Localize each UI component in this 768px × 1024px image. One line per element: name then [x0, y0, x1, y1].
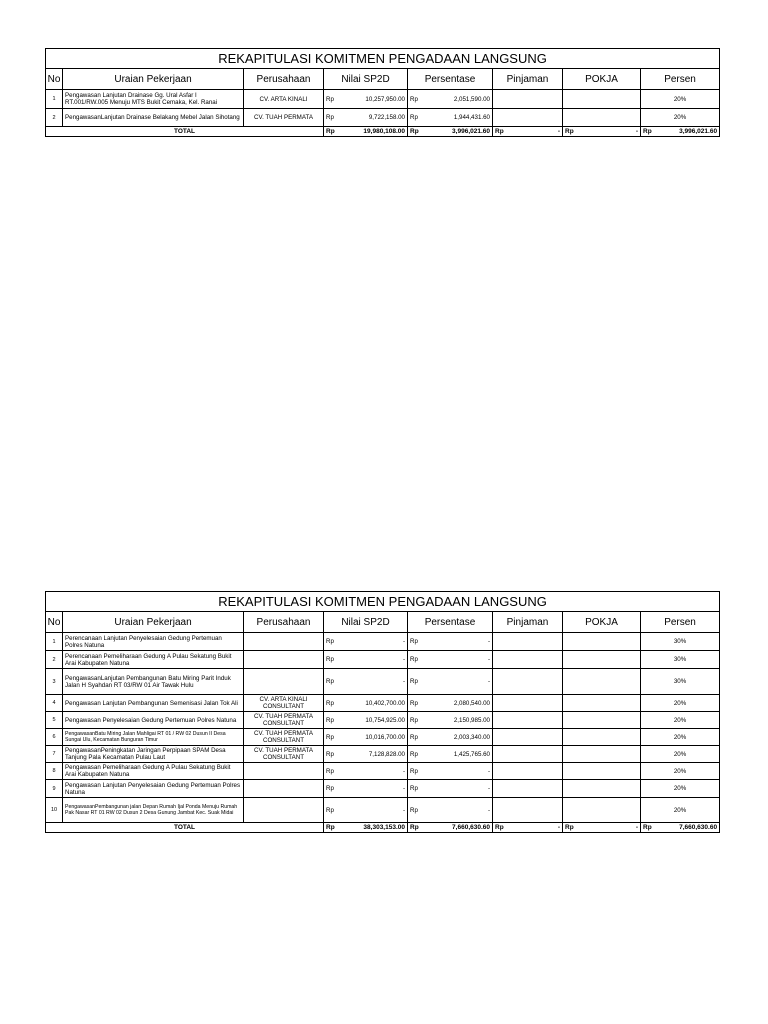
amount-value: 2,150,985.00	[453, 716, 490, 724]
currency-label: Rp	[410, 716, 418, 724]
row-pinjaman	[493, 651, 563, 669]
row-pokja	[563, 633, 641, 651]
amount-value: -	[402, 785, 405, 792]
row-percent: 20%	[641, 763, 720, 780]
row-pokja	[563, 90, 641, 109]
row-number: 5	[46, 712, 63, 729]
row-pinjaman	[493, 712, 563, 729]
currency-label: Rp	[326, 128, 335, 135]
currency-label: Rp	[326, 716, 334, 724]
row-number: 2	[46, 109, 63, 127]
rekap-table	[45, 591, 720, 833]
rekap-sheet-2	[45, 591, 719, 833]
row-company	[244, 669, 324, 695]
row-number: 1	[46, 90, 63, 109]
row-pinjaman	[493, 633, 563, 651]
row-description: Perencanaan Pemeliharaan Gedung A Pulau Sekatung Bukit Arai Kabupaten Natuna	[63, 651, 244, 669]
currency-label: Rp	[495, 824, 504, 831]
row-company: CV. TUAH PERMATA CONSULTANT	[244, 712, 324, 729]
row-pinjaman	[493, 669, 563, 695]
currency-label: Rp	[326, 699, 334, 707]
amount-value: -	[402, 656, 405, 663]
row-description: PengawasanBatu Miring Jalan Mahligai RT 01 / RW 02 Dusun II Desa Sungai Ulu, Kecamatan Bunguran Timur	[63, 729, 244, 746]
currency-label: Rp	[643, 824, 652, 831]
currency-label: Rp	[326, 750, 334, 758]
amount-value: -	[635, 824, 638, 831]
header-pinjaman: Pinjaman	[493, 612, 563, 633]
amount-value: -	[557, 128, 560, 135]
currency-label: Rp	[326, 656, 334, 663]
currency-label: Rp	[410, 767, 418, 775]
row-company	[244, 780, 324, 798]
table-row	[46, 651, 720, 669]
header-nilai-sp2d: Nilai SP2D	[324, 612, 408, 633]
table-row	[46, 712, 720, 729]
row-percent: 20%	[641, 695, 720, 712]
table-row	[46, 729, 720, 746]
row-description: Pengawasan Pemeliharaan Gedung A Pulau Sekatung Bukit Arai Kabupaten Natuna	[63, 763, 244, 780]
row-pinjaman	[493, 763, 563, 780]
row-number: 10	[46, 798, 63, 823]
currency-label: Rp	[410, 678, 418, 685]
row-company	[244, 651, 324, 669]
row-pokja	[563, 651, 641, 669]
row-percent: 20%	[641, 746, 720, 763]
header-no: No	[46, 69, 63, 90]
table-row	[46, 669, 720, 695]
row-description: Pengawasan Lanjutan Pembangunan Semenisasi Jalan Tok Ali	[63, 695, 244, 712]
row-pinjaman	[493, 90, 563, 109]
row-number: 1	[46, 633, 63, 651]
amount-value: -	[557, 824, 560, 831]
currency-label: Rp	[410, 806, 418, 814]
header-no: No	[46, 612, 63, 633]
amount-value: -	[487, 678, 490, 685]
currency-label: Rp	[565, 128, 574, 135]
header-uraian: Uraian Pekerjaan	[63, 612, 244, 633]
amount-value: -	[487, 638, 490, 645]
currency-label: Rp	[410, 750, 418, 758]
row-description: PengawasanPeningkatan Jaringan Perpipaan SPAM Desa Tanjung Pala Kecamatan Pulau Laut	[63, 746, 244, 763]
row-pokja	[563, 669, 641, 695]
amount-value: 38,303,153.00	[363, 824, 405, 831]
amount-value: 1,425,765.60	[453, 750, 490, 758]
row-description: PengawasanPembangunan jalan Depan Rumah Ijal Ponda Menuju Rumah Pak Nasar RT 01 RW 02 Dusun 2 Desa Gunung Jambat Kec. Suak Midai	[63, 798, 244, 823]
row-pokja	[563, 695, 641, 712]
row-percent: 30%	[641, 633, 720, 651]
row-company	[244, 633, 324, 651]
row-pokja	[563, 746, 641, 763]
currency-label: Rp	[495, 128, 504, 135]
header-uraian: Uraian Pekerjaan	[63, 69, 244, 90]
amount-value: 10,402,700.00	[365, 699, 405, 707]
amount-value: 7,660,630.60	[452, 824, 490, 831]
amount-value: 3,996,021.60	[679, 128, 718, 135]
amount-value: 7,660,630.60	[679, 824, 718, 831]
table-row	[46, 109, 720, 127]
row-company: CV. ARTA KINALI	[244, 90, 324, 109]
row-percent: 20%	[641, 780, 720, 798]
amount-value: -	[635, 128, 638, 135]
header-persen: Persen	[641, 69, 720, 90]
table-title: REKAPITULASI KOMITMEN PENGADAAN LANGSUNG	[46, 592, 720, 612]
currency-label: Rp	[410, 656, 418, 663]
row-company	[244, 798, 324, 823]
row-pinjaman	[493, 109, 563, 127]
row-description: PengawasanLanjutan Pembangunan Batu Miring Parit Induk Jalan H Syahdan RT 03/RW 01 Air Tawak Hulu	[63, 669, 244, 695]
row-pokja	[563, 712, 641, 729]
header-pokja: POKJA	[563, 612, 641, 633]
rekap-table	[45, 48, 720, 137]
row-description: PengawasanLanjutan Drainase Belakang Mebel Jalan Sihotang	[63, 109, 244, 127]
row-percent: 30%	[641, 669, 720, 695]
amount-value: 10,016,700.00	[365, 733, 405, 741]
row-description: Pengawasan Lanjutan Penyelesaian Gedung Pertemuan Polres Natuna	[63, 780, 244, 798]
currency-label: Rp	[410, 699, 418, 707]
amount-value: -	[402, 638, 405, 645]
row-pokja	[563, 729, 641, 746]
total-row	[46, 823, 720, 833]
rekap-sheet-1	[45, 48, 719, 137]
amount-value: 1,944,431.60	[453, 114, 490, 121]
row-description: Perencanaan Lanjutan Penyelesaian Gedung Pertemuan Polres Natuna	[63, 633, 244, 651]
row-percent: 20%	[641, 712, 720, 729]
currency-label: Rp	[410, 95, 418, 103]
table-row	[46, 780, 720, 798]
row-description: Pengawasan Penyelesaian Gedung Pertemuan Polres Natuna	[63, 712, 244, 729]
header-persen: Persen	[641, 612, 720, 633]
amount-value: -	[487, 806, 490, 814]
header-nilai-sp2d: Nilai SP2D	[324, 69, 408, 90]
amount-value: 2,080,540.00	[453, 699, 490, 707]
currency-label: Rp	[326, 824, 335, 831]
amount-value: 7,128,828.00	[368, 750, 405, 758]
currency-label: Rp	[410, 114, 418, 121]
currency-label: Rp	[326, 785, 334, 792]
row-number: 2	[46, 651, 63, 669]
amount-value: 2,051,590.00	[453, 95, 490, 103]
currency-label: Rp	[326, 678, 334, 685]
table-row	[46, 798, 720, 823]
row-company: CV. TUAH PERMATA CONSULTANT	[244, 746, 324, 763]
amount-value: -	[487, 767, 490, 775]
header-pokja: POKJA	[563, 69, 641, 90]
amount-value: -	[402, 678, 405, 685]
table-row	[46, 746, 720, 763]
row-company: CV. ARTA KINALI CONSULTANT	[244, 695, 324, 712]
currency-label: Rp	[326, 767, 334, 775]
currency-label: Rp	[410, 638, 418, 645]
header-pinjaman: Pinjaman	[493, 69, 563, 90]
total-row	[46, 127, 720, 137]
row-description: Pengawasan Lanjutan Drainase Gg. Ural Asfar I RT.001/RW.005 Menuju MTS Bukit Cemaka, Kel. Ranai	[63, 90, 244, 109]
row-percent: 20%	[641, 90, 720, 109]
row-percent: 30%	[641, 651, 720, 669]
amount-value: -	[487, 785, 490, 792]
row-pinjaman	[493, 798, 563, 823]
row-percent: 20%	[641, 729, 720, 746]
amount-value: 2,003,340.00	[453, 733, 490, 741]
row-pinjaman	[493, 695, 563, 712]
row-number: 3	[46, 669, 63, 695]
total-label: TOTAL	[46, 823, 324, 833]
table-row	[46, 695, 720, 712]
currency-label: Rp	[410, 824, 419, 831]
currency-label: Rp	[326, 114, 334, 121]
header-perusahaan: Perusahaan	[244, 69, 324, 90]
table-row	[46, 90, 720, 109]
row-pokja	[563, 109, 641, 127]
row-pinjaman	[493, 729, 563, 746]
table-row	[46, 763, 720, 780]
total-label: TOTAL	[46, 127, 324, 137]
table-row	[46, 633, 720, 651]
row-number: 7	[46, 746, 63, 763]
amount-value: 10,257,950.00	[365, 95, 405, 103]
header-persentase: Persentase	[408, 69, 493, 90]
row-pokja	[563, 763, 641, 780]
amount-value: 19,980,108.00	[363, 128, 405, 135]
table-title: REKAPITULASI KOMITMEN PENGADAAN LANGSUNG	[46, 49, 720, 69]
amount-value: 10,754,925.00	[365, 716, 405, 724]
amount-value: -	[402, 806, 405, 814]
row-pinjaman	[493, 746, 563, 763]
currency-label: Rp	[326, 806, 334, 814]
header-persentase: Persentase	[408, 612, 493, 633]
amount-value: -	[487, 656, 490, 663]
amount-value: 9,722,158.00	[368, 114, 405, 121]
row-number: 9	[46, 780, 63, 798]
row-number: 6	[46, 729, 63, 746]
row-percent: 20%	[641, 109, 720, 127]
row-company	[244, 763, 324, 780]
currency-label: Rp	[410, 733, 418, 741]
row-number: 8	[46, 763, 63, 780]
row-pokja	[563, 780, 641, 798]
currency-label: Rp	[410, 785, 418, 792]
row-company: CV. TUAH PERMATA CONSULTANT	[244, 729, 324, 746]
currency-label: Rp	[643, 128, 652, 135]
amount-value: -	[402, 767, 405, 775]
currency-label: Rp	[326, 95, 334, 103]
row-pokja	[563, 798, 641, 823]
currency-label: Rp	[326, 733, 334, 741]
amount-value: 3,996,021.60	[452, 128, 490, 135]
row-company: CV. TUAH PERMATA	[244, 109, 324, 127]
currency-label: Rp	[565, 824, 574, 831]
currency-label: Rp	[410, 128, 419, 135]
row-number: 4	[46, 695, 63, 712]
header-perusahaan: Perusahaan	[244, 612, 324, 633]
row-percent: 20%	[641, 798, 720, 823]
currency-label: Rp	[326, 638, 334, 645]
row-pinjaman	[493, 780, 563, 798]
